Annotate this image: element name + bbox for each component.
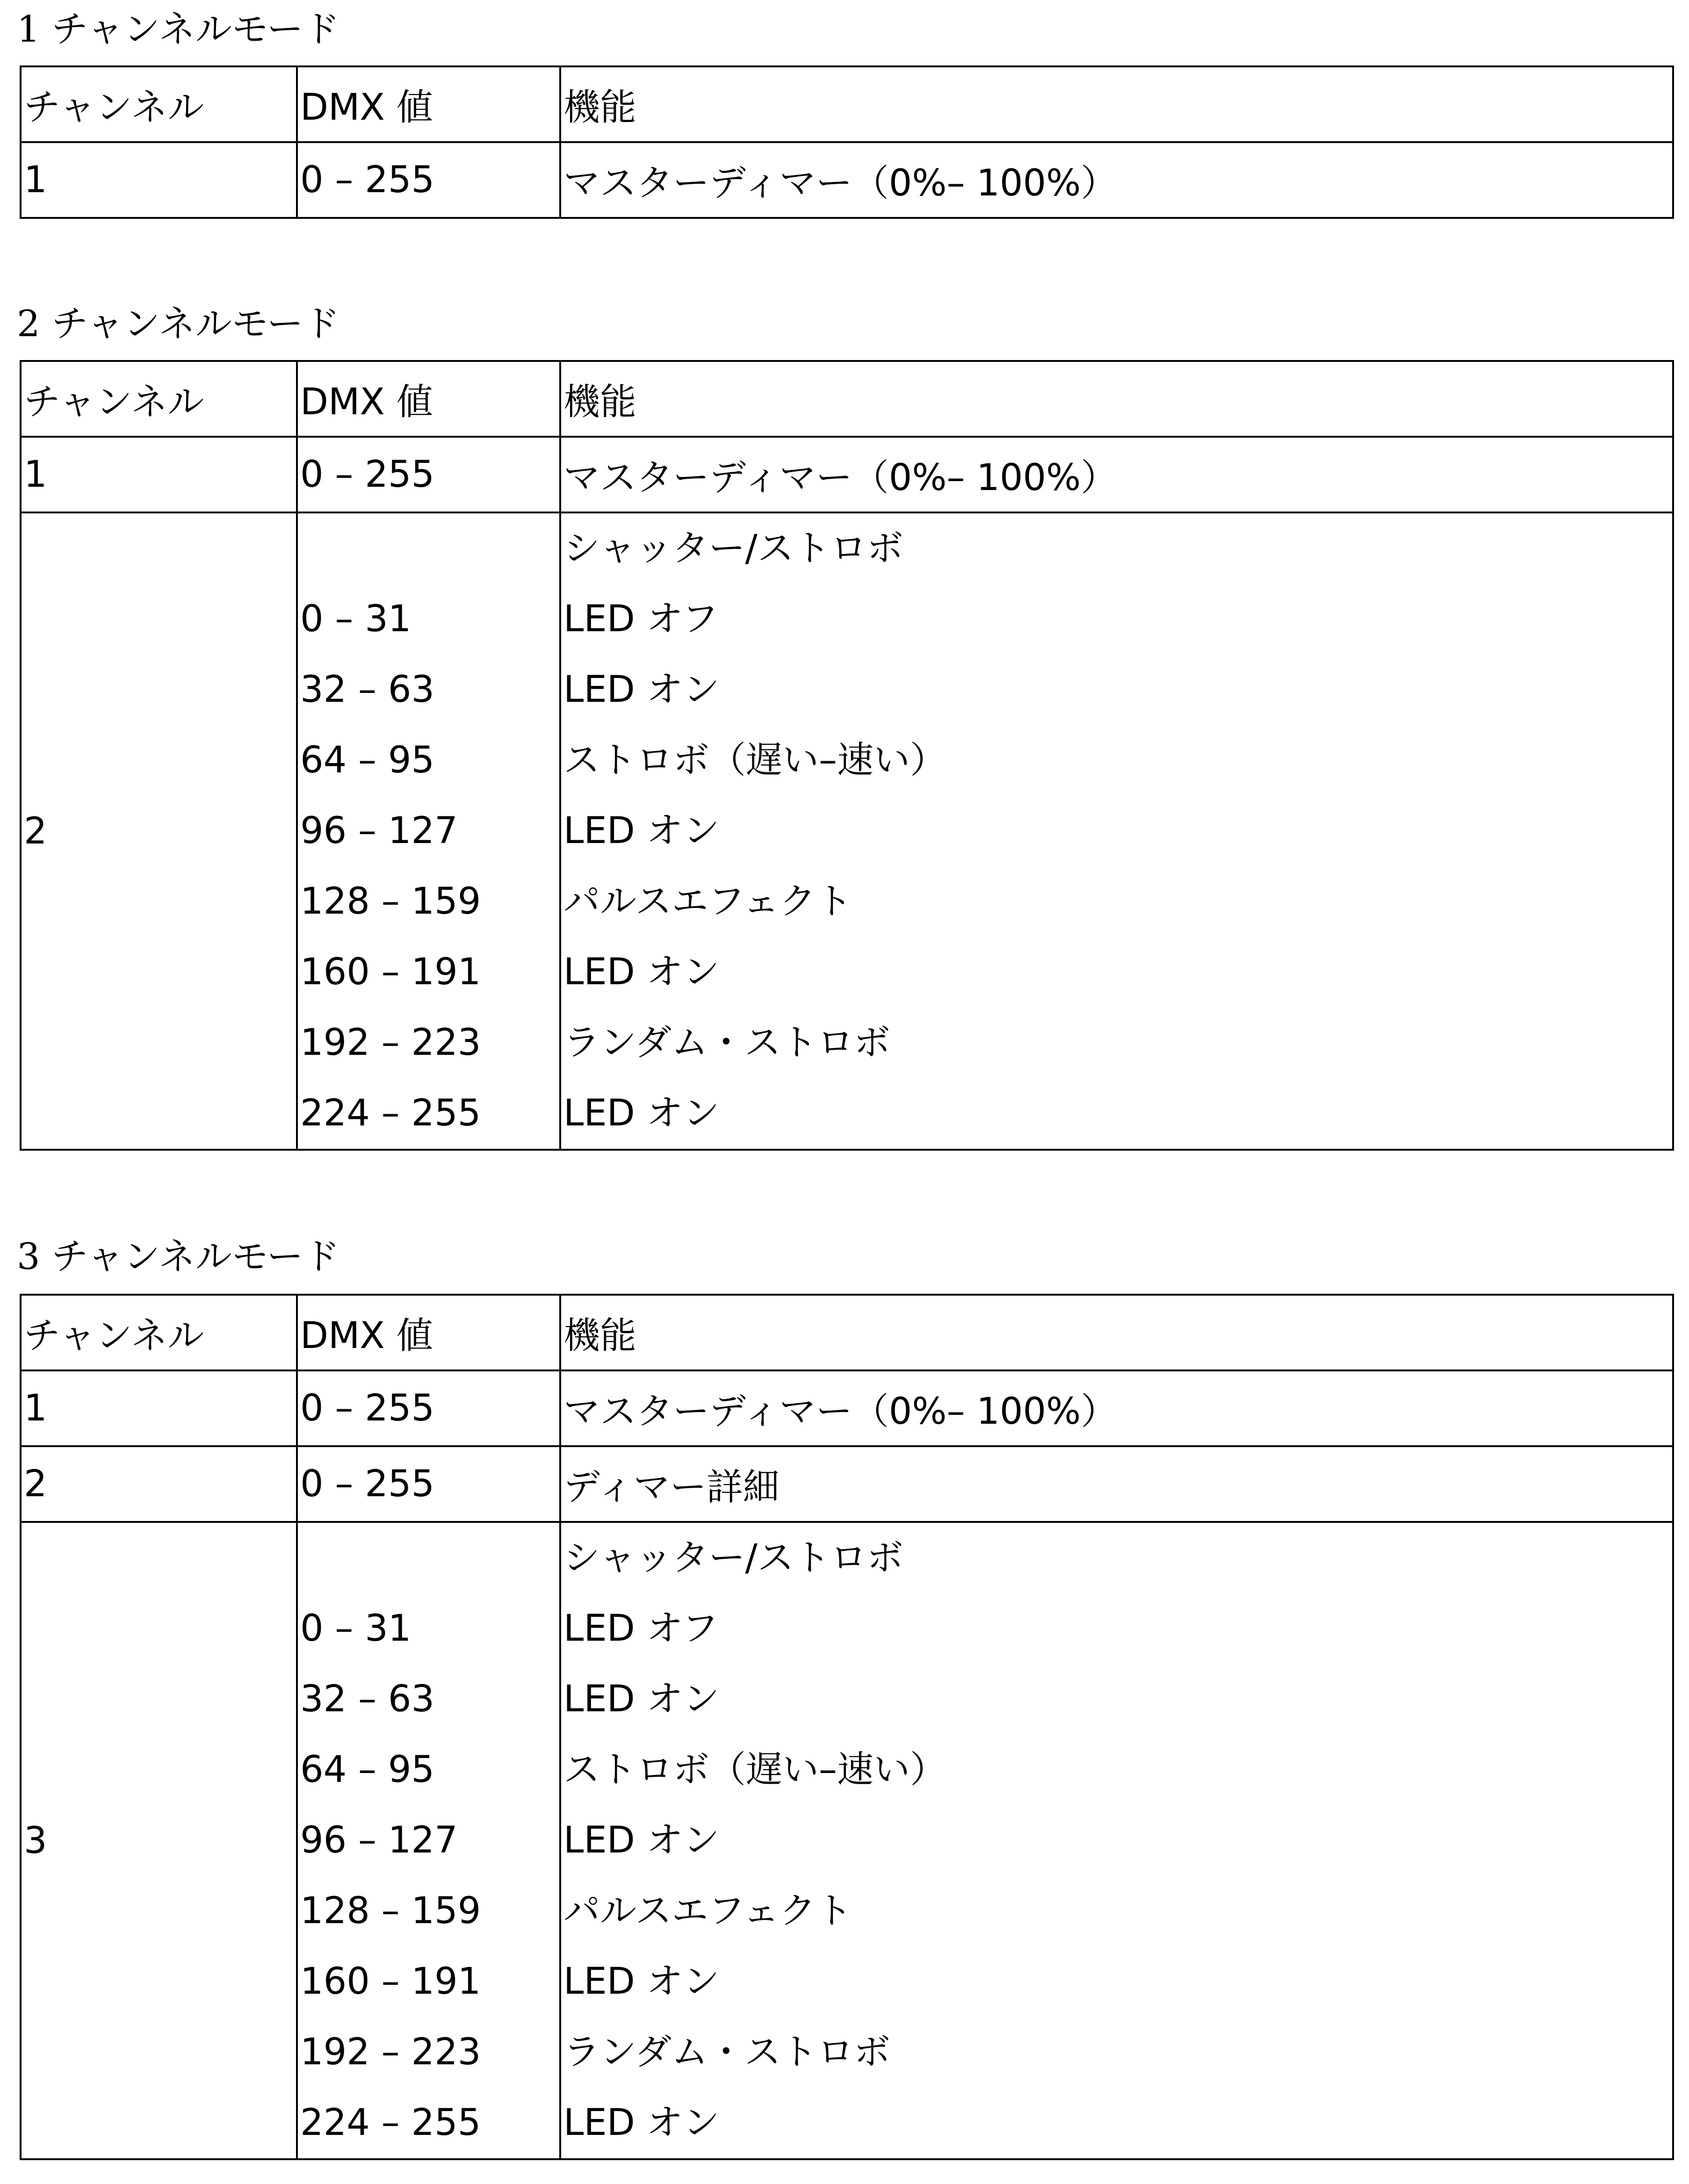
cell-channel: 3 bbox=[21, 1522, 297, 2159]
cell-channel: 2 bbox=[21, 512, 297, 1150]
header-dmx-value: DMX 値 bbox=[297, 66, 560, 142]
dmx-range: 0 – 31 bbox=[300, 598, 411, 640]
table-row bbox=[21, 142, 1673, 218]
function-label: LED オフ bbox=[563, 1607, 719, 1650]
table-row bbox=[21, 1446, 1673, 1522]
dmx-table bbox=[20, 65, 1674, 219]
function-label: パルスエフェクト bbox=[563, 1890, 852, 1932]
header-function: 機能 bbox=[560, 66, 1673, 142]
function-group-heading: シャッター/ストロボ bbox=[563, 1537, 903, 1579]
header-function: 機能 bbox=[560, 1295, 1673, 1370]
function-group-heading: シャッター/ストロボ bbox=[563, 527, 903, 569]
cell-function-list bbox=[560, 1522, 1673, 2159]
cell-channel: 1 bbox=[21, 1370, 297, 1446]
table-header-row bbox=[21, 66, 1673, 142]
header-channel: チャンネル bbox=[21, 66, 297, 142]
function-label: LED オン bbox=[563, 951, 720, 993]
cell-function: マスターディマー（0%– 100%） bbox=[560, 1370, 1673, 1446]
dmx-range: 32 – 63 bbox=[300, 669, 435, 711]
table-row bbox=[21, 1370, 1673, 1446]
dmx-range: 128 – 159 bbox=[300, 1890, 481, 1932]
cell-channel: 1 bbox=[21, 437, 297, 512]
function-label: LED オン bbox=[563, 669, 720, 711]
dmx-range: 64 – 95 bbox=[300, 739, 435, 781]
dmx-range: 128 – 159 bbox=[300, 880, 481, 923]
header-channel: チャンネル bbox=[21, 1295, 297, 1370]
function-label: LED オン bbox=[563, 1819, 720, 1861]
dmx-range: 224 – 255 bbox=[300, 2102, 481, 2144]
function-label: ストロボ（遅い–速い） bbox=[563, 1749, 947, 1791]
dmx-table bbox=[20, 1294, 1674, 2160]
cell-dmx-value: 0 – 255 bbox=[297, 437, 560, 512]
dmx-range: 160 – 191 bbox=[300, 1961, 481, 2003]
table-row-group bbox=[21, 1522, 1673, 2159]
function-label: LED オン bbox=[563, 2102, 720, 2144]
table-row-group bbox=[21, 512, 1673, 1150]
section-title: 3 チャンネルモード bbox=[17, 1236, 340, 1278]
cell-dmx-value-list bbox=[297, 1522, 560, 2159]
dmx-range: 64 – 95 bbox=[300, 1749, 435, 1791]
dmx-range: 160 – 191 bbox=[300, 951, 481, 993]
cell-function: ディマー詳細 bbox=[560, 1446, 1673, 1522]
dmx-range: 96 – 127 bbox=[300, 810, 458, 852]
cell-function: マスターディマー（0%– 100%） bbox=[560, 437, 1673, 512]
dmx-range: 224 – 255 bbox=[300, 1092, 481, 1134]
table-header-row bbox=[21, 1295, 1673, 1370]
function-label: ランダム・ストロボ bbox=[563, 1022, 890, 1064]
header-function: 機能 bbox=[560, 361, 1673, 437]
table-header-row bbox=[21, 361, 1673, 437]
cell-dmx-value: 0 – 255 bbox=[297, 142, 560, 218]
header-dmx-value: DMX 値 bbox=[297, 361, 560, 437]
section-title: 2 チャンネルモード bbox=[17, 303, 340, 345]
dmx-range: 32 – 63 bbox=[300, 1678, 435, 1720]
function-label: ランダム・ストロボ bbox=[563, 2031, 890, 2073]
function-label: LED オン bbox=[563, 1678, 720, 1720]
cell-channel: 2 bbox=[21, 1446, 297, 1522]
dmx-range: 0 – 31 bbox=[300, 1607, 411, 1650]
cell-dmx-value: 0 – 255 bbox=[297, 1446, 560, 1522]
function-label: LED オフ bbox=[563, 598, 719, 640]
cell-channel: 1 bbox=[21, 142, 297, 218]
cell-dmx-value-list bbox=[297, 512, 560, 1150]
function-label: LED オン bbox=[563, 1961, 720, 2003]
section-title: 1 チャンネルモード bbox=[17, 8, 340, 50]
dmx-table bbox=[20, 360, 1674, 1151]
table-row bbox=[21, 437, 1673, 512]
cell-dmx-value: 0 – 255 bbox=[297, 1370, 560, 1446]
function-label: LED オン bbox=[563, 1092, 720, 1134]
dmx-range: 192 – 223 bbox=[300, 1022, 481, 1064]
header-dmx-value: DMX 値 bbox=[297, 1295, 560, 1370]
dmx-range: 96 – 127 bbox=[300, 1819, 458, 1861]
cell-function: マスターディマー（0%– 100%） bbox=[560, 142, 1673, 218]
cell-function-list bbox=[560, 512, 1673, 1150]
function-label: パルスエフェクト bbox=[563, 880, 852, 923]
function-label: ストロボ（遅い–速い） bbox=[563, 739, 947, 781]
dmx-range: 192 – 223 bbox=[300, 2031, 481, 2073]
function-label: LED オン bbox=[563, 810, 720, 852]
header-channel: チャンネル bbox=[21, 361, 297, 437]
